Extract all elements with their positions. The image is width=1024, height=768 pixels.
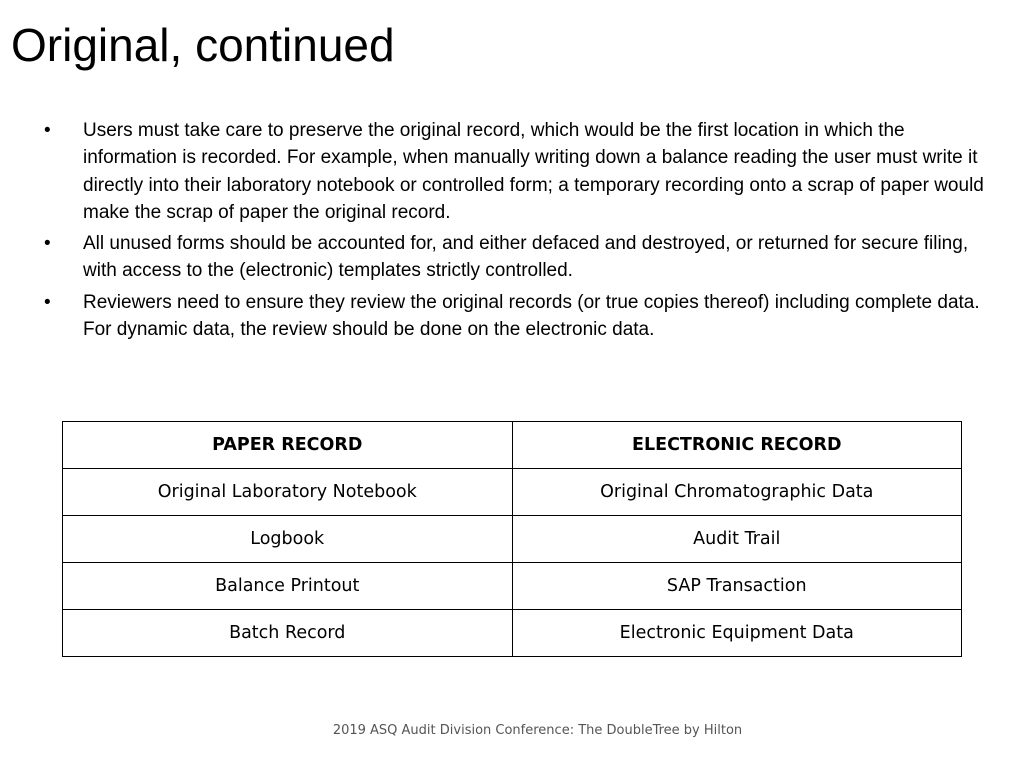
bullet-marker: • — [44, 120, 51, 141]
header-paper-record: PAPER RECORD — [63, 422, 513, 469]
paper-record-cell: Balance Printout — [63, 563, 513, 610]
bullet-item — [38, 289, 988, 344]
paper-record-cell: Batch Record — [63, 610, 513, 657]
bullet-marker: • — [44, 291, 51, 313]
paper-record-cell: Logbook — [63, 516, 513, 563]
header-electronic-record: ELECTRONIC RECORD — [512, 422, 962, 469]
electronic-record-cell: SAP Transaction — [512, 563, 962, 610]
electronic-record-cell: Audit Trail — [512, 516, 962, 563]
slide-title: Original, continued — [11, 19, 395, 71]
slide-footer: 2019 ASQ Audit Division Conference: The DoubleTree by Hilton — [332, 723, 743, 738]
table-row — [63, 563, 962, 610]
bullet-item — [38, 117, 988, 226]
paper-record-cell: Original Laboratory Notebook — [63, 469, 513, 516]
bullet-text: Reviewers need to ensure they review the original records (or true copies thereof) including complete data. For dynamic data, the review should be done on the electronic data. — [83, 291, 980, 341]
bullet-text: Users must take care to preserve the original record, which would be the first location in which the information is recorded. For example, when manually writing down a balance reading the user must write it directly into their laboratory notebook or controlled form; a temporary recording onto a scrap of paper would make the scrap of paper the original record. — [83, 120, 984, 223]
table-header-row — [63, 422, 962, 469]
bullet-item — [38, 230, 988, 285]
bullet-marker: • — [44, 233, 51, 255]
electronic-record-cell: Original Chromatographic Data — [512, 469, 962, 516]
bullet-text: All unused forms should be accounted for, and either defaced and destroyed, or returned for secure filing, with access to the (electronic) templates strictly controlled. — [83, 233, 969, 282]
electronic-record-cell: Electronic Equipment Data — [512, 610, 962, 657]
table-row — [63, 610, 962, 657]
table-row — [63, 516, 962, 563]
bullet-list — [38, 117, 988, 347]
record-comparison-table — [62, 421, 962, 657]
table-row — [63, 469, 962, 516]
